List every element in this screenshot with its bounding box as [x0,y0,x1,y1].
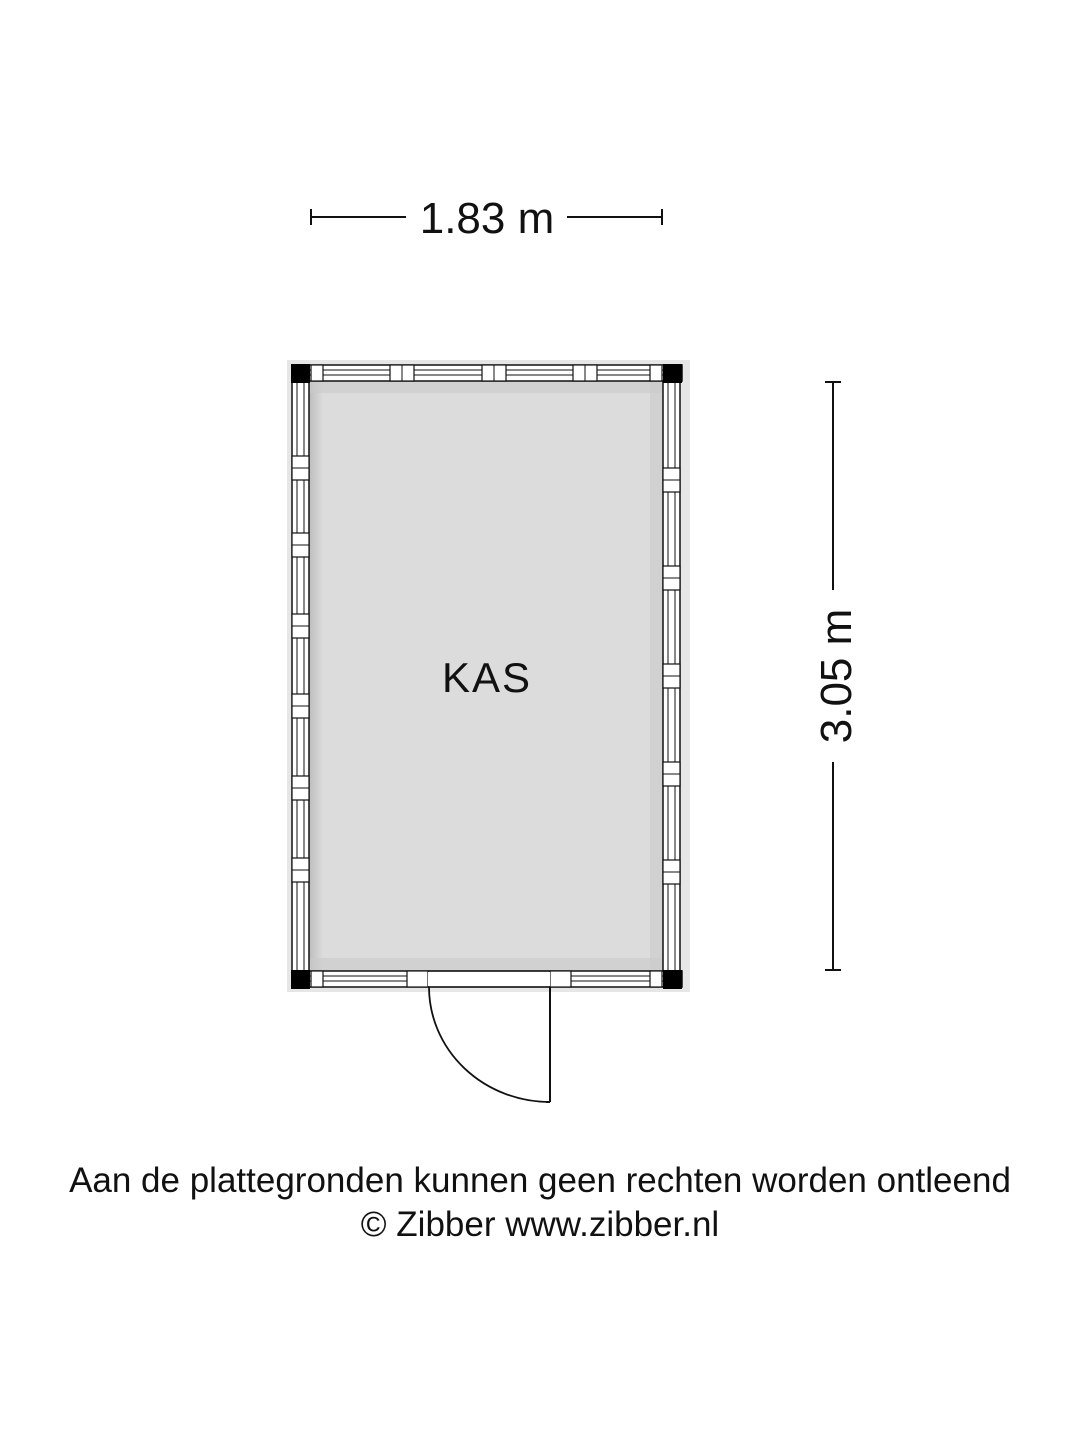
corner-post [663,364,682,383]
width-dimension [311,194,662,243]
right-wall [663,381,680,971]
depth-dimension [812,382,861,970]
left-wall [292,381,309,971]
bottom-wall [292,971,682,987]
top-wall [292,365,682,381]
copyright-text: © Zibber www.zibber.nl [360,1205,720,1244]
width-label: 1.83 m [419,194,555,243]
corner-post [291,364,310,383]
corner-post [663,970,682,989]
corner-post [291,970,310,989]
depth-label: 3.05 m [812,608,861,744]
room-name: KAS [441,654,533,701]
door-swing-arc [429,987,550,1102]
greenhouse-room [287,360,690,1102]
disclaimer-text: Aan de plattegronden kunnen geen rechten worden ontleend [69,1161,1011,1200]
door [429,987,550,1102]
